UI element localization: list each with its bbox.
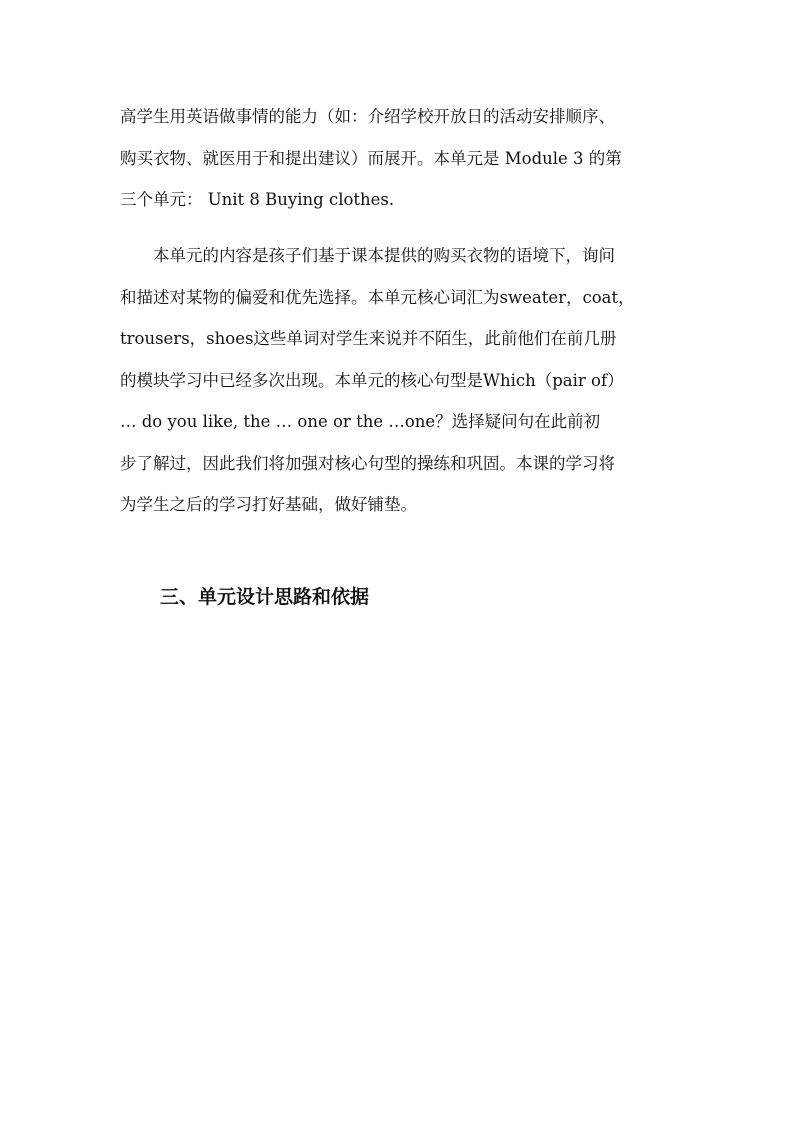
paragraph-line: 本单元的内容是孩子们基于课本提供的购买衣物的语境下，询问 <box>120 246 615 265</box>
paragraph-line: 购买衣物、就医用于和提出建议）而展开。本单元是 Module 3 的第 <box>120 148 622 168</box>
paragraph-line: … do you like, the … one or the …one？选择疑问句在此前初 <box>120 412 601 431</box>
paragraph-intro <box>120 96 686 221</box>
paragraph-line: 步了解过，因此我们将加强对核心句型的操练和巩固。本课的学习将 <box>120 453 615 473</box>
paragraph-line: 和描述对某物的偏爱和优先选择。本单元核心词汇为sweater，coat， <box>120 287 635 307</box>
paragraph-line: 高学生用英语做事情的能力（如：介绍学校开放日的活动安排顺序、 <box>120 107 615 126</box>
paragraph-line: trousers，shoes这些单词对学生来说并不陌生，此前他们在前几册 <box>120 329 617 348</box>
section-heading: 三、单元设计思路和依据 <box>160 586 370 608</box>
paragraph-unit-content <box>120 235 686 526</box>
paragraph-line: 为学生之后的学习打好基础，做好铺垫。 <box>120 495 417 514</box>
paragraph-line: 三个单元： Unit 8 Buying clothes. <box>120 190 395 209</box>
paragraph-line: 的模块学习中已经多次出现。本单元的核心句型是Which（pair of） <box>120 370 624 390</box>
